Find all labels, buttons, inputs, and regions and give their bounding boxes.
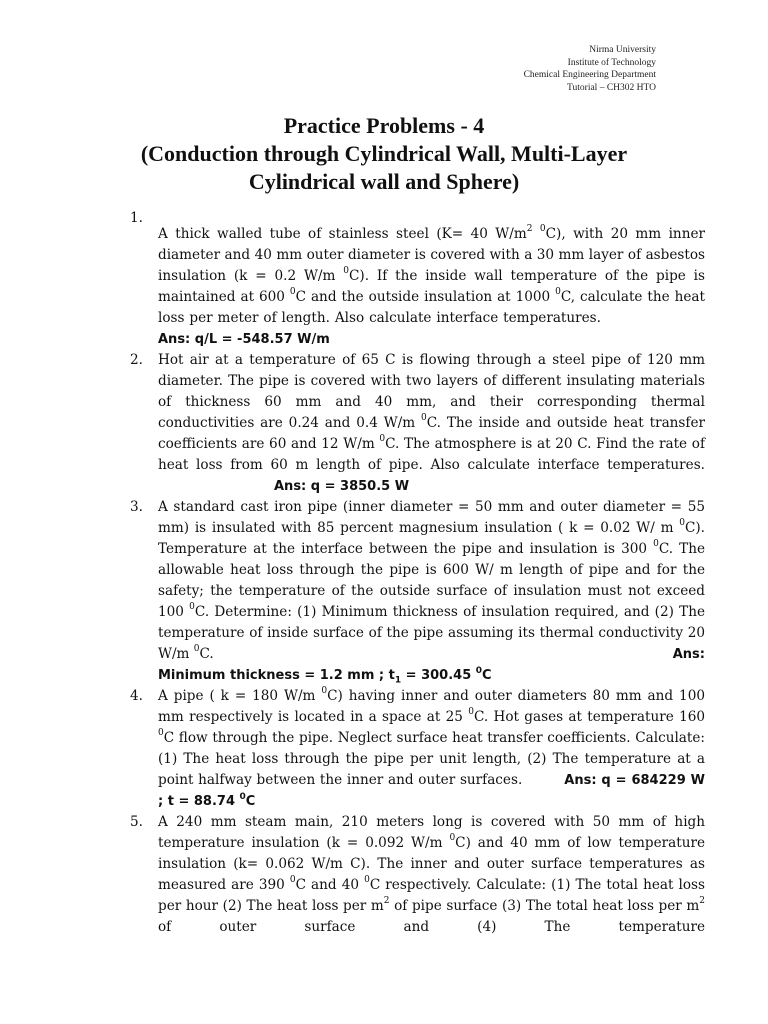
tutorial-code: Tutorial – CH302 HTO [567,82,656,93]
problem-text: A 240 mm steam main, 210 meters long is covered with 50 mm of high temperature insulation (k = 0.092 W/m $^0$C) and 40 mm of low temperature insulation (k= 0.062 W/m C). The inner and outer surface temperatures as measured are 390 $^0$C and 40 $^0$C respectively. Calculate: (1) The total heat loss per hour (2) The heat loss per $m^2$ of pipe surface (3) The total heat loss per $m^2$ of outer surface and (4) The temperature [158,814,705,935]
problem-number: 1. [130,210,143,226]
problem-3 [130,497,705,686]
title-line-1: Practice Problems - 4 [283,113,485,138]
problem-5 [130,812,705,938]
problem-number: 4. [130,688,143,704]
problem-text: A pipe ( k = 180 W/m $^0$C) having inner and outer diameters 80 mm and 100 mm respectively is located in a space at 25 $^0$C. Hot gases at temperature 160 $^0$C flow through the pipe. Neglect surface heat transfer coefficients. Calculate: (1) The heat loss through the pipe per unit length, (2) The temperature at a point halfway between the inner and outer surfaces. Ans: q = 684229 W ; t = 88.74 $^0$C [158,686,706,809]
problem-text: Hot air at a temperature of 65 C is flowing through a steel pipe of 120 mm diameter. The pipe is covered with two layers of different insulating materials of thickness 60 mm and 40 mm, and their corresponding thermal conductivities are 0.24 and 0.4 W/m $^0$C. The inside and outside heat transfer coefficients are 60 and 12 W/m $^0$C. The atmosphere is at 20 C. Find the rate of heat loss from 60 m length of pipe. Also calculate interface temperatures.Ans: q = 3850.5 W [158,352,705,494]
institute-name: Institute of Technology [567,57,656,68]
university-name: Nirma University [589,45,656,55]
problem-number: 2. [130,352,143,368]
page-title [0,112,768,196]
problem-number: 5. [130,814,143,830]
problem-2 [130,350,705,497]
problem-text: A thick walled tube of stainless steel (K= 40 $W/m^2$ $^0$C), with 20 mm inner diameter and 40 mm outer diameter is covered with a 30 mm layer of asbestos insulation (k = 0.2 W/m $^0$C). If the inside wall temperature of the pipe is maintained at 600 $^0$C and the outside insulation at 1000 $^0$C, calculate the heat loss per meter of length. Also calculate interface temperatures.Ans: q/L = -548.57 W/m [158,224,705,347]
answer: Ans: q = 3850.5 W [274,479,410,494]
problem-list [130,208,705,938]
answer: Ans: q = 684229 W ; t = 88.74 $^0$C [158,773,705,809]
document-header [524,44,656,94]
answer: Minimum thickness = 1.2 mm ; $t_1 = 300.45$ $^0$C [158,665,492,686]
title-line-2: (Conduction through Cylindrical Wall, Multi-Layer [140,141,628,166]
answer: Ans: q/L = -548.57 W/m [158,332,330,347]
problem-number: 3. [130,499,143,515]
department-name: Chemical Engineering Department [523,70,656,80]
problem-text: A standard cast iron pipe (inner diameter = 50 mm and outer diameter = 55 mm) is insulated with 85 percent magnesium insulation ( k = 0.02 W/ m $^0$C). Temperature at the interface between the pipe and insulation is 300 $^0$C. The allowable heat loss through the pipe is 600 W/ m length of pipe and for the safety; the temperature of the outside surface of insulation must not exceed 100 $^0$C. Determine: (1) Minimum thickness of insulation required, and (2) The temperature of inside surface of the pipe assuming its thermal conductivity 20 W/m $^0$C. Ans: Minimum thickness = 1.2 mm ; $t_1 = 300.45$ $^0$C [158,499,705,686]
problem-1 [130,208,705,350]
title-line-3: Cylindrical wall and Sphere) [248,169,520,194]
problem-4 [130,686,705,812]
answer-label: Ans: [672,647,705,662]
